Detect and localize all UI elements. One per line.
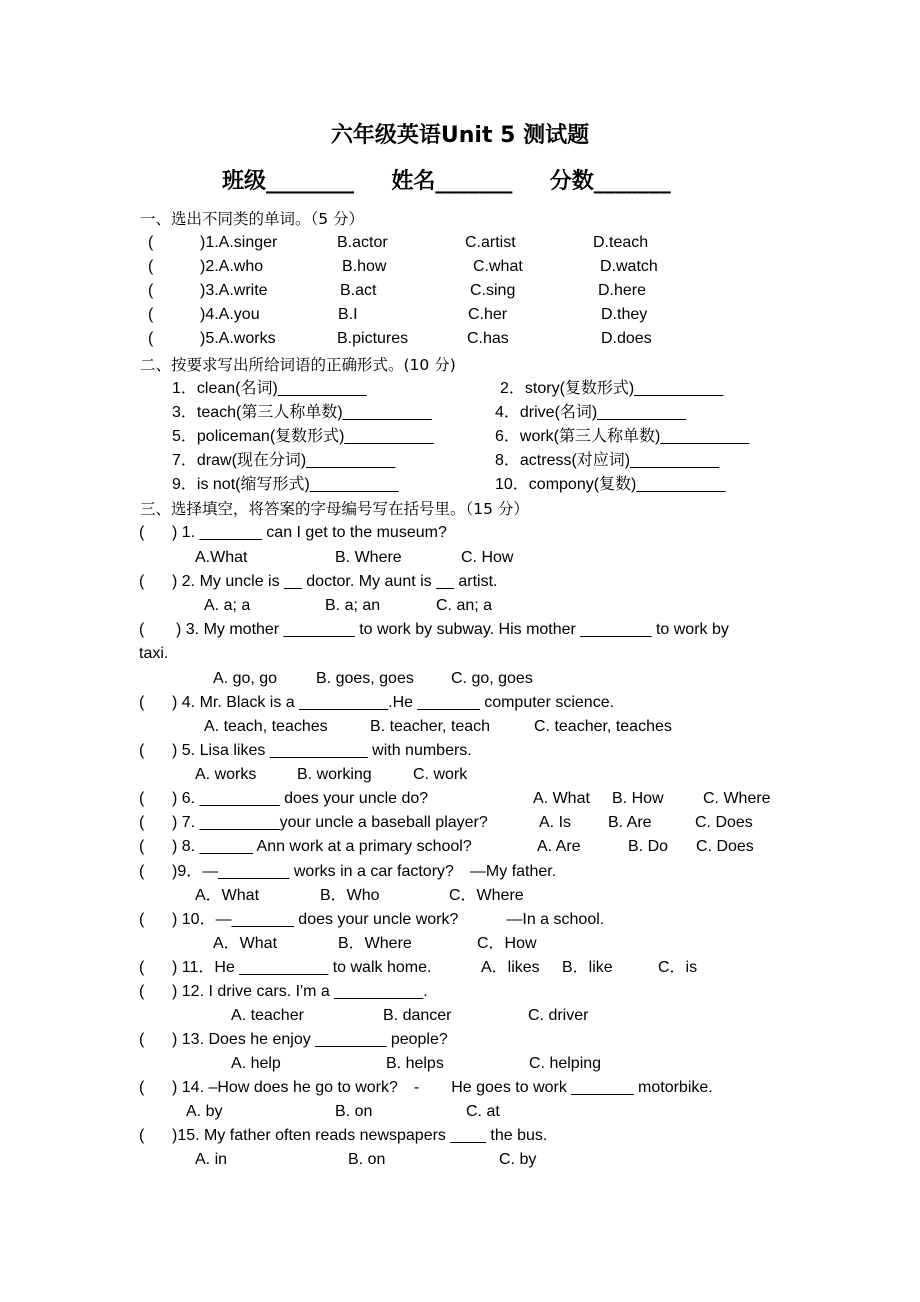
answer-paren[interactable]: ( bbox=[139, 573, 145, 590]
item-option-d: D.here bbox=[598, 282, 647, 299]
name-field[interactable]: 姓名_______ bbox=[391, 169, 513, 194]
answer-paren[interactable]: ( bbox=[139, 911, 145, 928]
option[interactable]: C. Does bbox=[695, 814, 753, 831]
item-option-d: D.teach bbox=[593, 234, 649, 251]
item-option-a: )2.A.who bbox=[200, 258, 264, 275]
option[interactable]: C. Where bbox=[703, 790, 771, 807]
option[interactable]: C. by bbox=[499, 1151, 537, 1168]
option[interactable]: A.What bbox=[195, 549, 248, 566]
word-form-item[interactable]: 5．policeman(复数形式)__________ bbox=[172, 428, 434, 445]
question-text: ) 13. Does he enjoy ________ people? bbox=[172, 1031, 448, 1048]
answer-paren[interactable]: ( bbox=[139, 1031, 145, 1048]
option[interactable]: B．Where bbox=[338, 935, 412, 952]
item-option-b: B.actor bbox=[337, 234, 388, 251]
answer-paren[interactable]: ( bbox=[139, 1127, 145, 1144]
question-text: )9．—________ works in a car factory? —My father. bbox=[172, 863, 557, 880]
answer-paren[interactable]: ( bbox=[139, 959, 145, 976]
option[interactable]: B. on bbox=[335, 1103, 373, 1120]
option[interactable]: A. teacher bbox=[231, 1007, 304, 1024]
word-form-item[interactable]: 8．actress(对应词)__________ bbox=[495, 452, 720, 469]
answer-paren[interactable]: ( bbox=[139, 694, 145, 711]
option[interactable]: C. Does bbox=[696, 838, 754, 855]
option[interactable]: C. How bbox=[461, 549, 514, 566]
question-text: ) 10．—_______ does your uncle work? —In a school. bbox=[172, 911, 605, 928]
question-text: ) 3. My mother ________ to work by subway. His mother ________ to work by bbox=[176, 621, 729, 638]
word-form-item[interactable]: 6．work(第三人称单数)__________ bbox=[495, 428, 750, 445]
answer-paren[interactable]: ( bbox=[148, 258, 154, 275]
item-option-a: )1.A.singer bbox=[200, 234, 278, 251]
answer-paren[interactable]: ( bbox=[148, 234, 154, 251]
word-form-item[interactable]: 9．is not(缩写形式)__________ bbox=[172, 476, 399, 493]
option[interactable]: C. an; a bbox=[436, 597, 493, 614]
option[interactable]: B. How bbox=[612, 790, 664, 807]
item-option-d: D.they bbox=[601, 306, 648, 323]
option[interactable]: B. on bbox=[348, 1151, 386, 1168]
option[interactable]: B. teacher, teach bbox=[370, 718, 491, 735]
item-option-b: B.pictures bbox=[337, 330, 409, 347]
item-option-a: )4.A.you bbox=[200, 306, 260, 323]
option[interactable]: A．What bbox=[195, 887, 260, 904]
question-text: ) 4. Mr. Black is a __________.He _______ computer science. bbox=[172, 694, 615, 711]
option[interactable]: A. help bbox=[231, 1055, 281, 1072]
answer-paren[interactable]: ( bbox=[148, 306, 154, 323]
page-title: 六年级英语Unit 5 测试题 bbox=[330, 123, 590, 148]
item-option-d: D.watch bbox=[600, 258, 658, 275]
question-text: ) 14. –How does he go to work? - He goes to work _______ motorbike. bbox=[172, 1079, 713, 1096]
section3-heading: 三、选择填空，将答案的字母编号写在括号里。（15 分） bbox=[140, 500, 529, 518]
item-option-c: C.what bbox=[473, 258, 523, 275]
question-text: ) 2. My uncle is __ doctor. My aunt is __ artist. bbox=[172, 573, 498, 590]
option[interactable]: A．likes bbox=[481, 959, 540, 976]
question-text-cont: taxi. bbox=[139, 645, 169, 662]
section1-heading: 一、选出不同类的单词。（5 分） bbox=[140, 210, 365, 228]
item-option-b: B.act bbox=[340, 282, 377, 299]
item-option-c: C.artist bbox=[465, 234, 516, 251]
question-text: ) 7. _________your uncle a baseball player? bbox=[172, 814, 488, 831]
option[interactable]: A. Is bbox=[539, 814, 572, 831]
answer-paren[interactable]: ( bbox=[139, 814, 145, 831]
option[interactable]: C. go, goes bbox=[451, 670, 533, 687]
word-form-item[interactable]: 10．compony(复数)__________ bbox=[495, 476, 726, 493]
word-form-item[interactable]: 7．draw(现在分词)__________ bbox=[172, 452, 396, 469]
option[interactable]: C. driver bbox=[528, 1007, 589, 1024]
answer-paren[interactable]: ( bbox=[139, 621, 145, 638]
answer-paren[interactable]: ( bbox=[139, 524, 145, 541]
answer-paren[interactable]: ( bbox=[148, 330, 154, 347]
item-option-c: C.her bbox=[468, 306, 508, 323]
word-form-item[interactable]: 2．story(复数形式)__________ bbox=[500, 380, 724, 397]
option[interactable]: A. What bbox=[533, 790, 590, 807]
item-option-c: C.sing bbox=[470, 282, 516, 299]
question-text: ) 1. _______ can I get to the museum? bbox=[172, 524, 447, 541]
option[interactable]: A．What bbox=[213, 935, 278, 952]
item-option-b: B.I bbox=[338, 306, 358, 323]
question-text: ) 5. Lisa likes ___________ with numbers. bbox=[172, 742, 472, 759]
option[interactable]: A. a; a bbox=[204, 597, 251, 614]
item-option-d: D.does bbox=[601, 330, 652, 347]
answer-paren[interactable]: ( bbox=[139, 838, 145, 855]
option[interactable]: A. Are bbox=[537, 838, 581, 855]
option[interactable]: B. working bbox=[297, 766, 372, 783]
answer-paren[interactable]: ( bbox=[139, 983, 145, 1000]
question-text: ) 8. ______ Ann work at a primary school? bbox=[172, 838, 472, 855]
option[interactable]: B. Do bbox=[628, 838, 669, 855]
option[interactable]: B．like bbox=[562, 959, 613, 976]
option[interactable]: B. a; an bbox=[325, 597, 381, 614]
student-info-line bbox=[222, 164, 671, 195]
answer-paren[interactable]: ( bbox=[139, 863, 145, 880]
option[interactable]: B. Where bbox=[335, 549, 402, 566]
option[interactable]: C．How bbox=[477, 935, 537, 952]
option[interactable]: A. works bbox=[195, 766, 257, 783]
option[interactable]: C. at bbox=[466, 1103, 500, 1120]
question-text: ) 6. _________ does your uncle do? bbox=[172, 790, 429, 807]
option[interactable]: C. teacher, teaches bbox=[534, 718, 672, 735]
option[interactable]: C. work bbox=[413, 766, 468, 783]
answer-paren[interactable]: ( bbox=[148, 282, 154, 299]
option[interactable]: B. helps bbox=[386, 1055, 444, 1072]
word-form-item[interactable]: 3．teach(第三人称单数)__________ bbox=[172, 404, 432, 421]
item-option-c: C.has bbox=[467, 330, 509, 347]
question-text: ) 11．He __________ to walk home. bbox=[172, 959, 432, 976]
option[interactable]: B. goes, goes bbox=[316, 670, 414, 687]
question-text: )15. My father often reads newspapers ____ the bus. bbox=[172, 1127, 548, 1144]
option[interactable]: B. dancer bbox=[383, 1007, 452, 1024]
word-form-item[interactable]: 1．clean(名词)__________ bbox=[172, 380, 367, 397]
item-option-b: B.how bbox=[342, 258, 387, 275]
option[interactable]: C．Where bbox=[449, 887, 524, 904]
item-option-a: )3.A.write bbox=[200, 282, 268, 299]
score-field[interactable]: 分数_______ bbox=[549, 169, 671, 194]
option[interactable]: A. by bbox=[186, 1103, 223, 1120]
class-field[interactable]: 班级________ bbox=[222, 169, 355, 194]
answer-paren[interactable]: ( bbox=[139, 742, 145, 759]
answer-paren[interactable]: ( bbox=[139, 790, 145, 807]
section2-heading: 二、按要求写出所给词语的正确形式。(10 分) bbox=[140, 356, 456, 374]
option[interactable]: A. in bbox=[195, 1151, 228, 1168]
option[interactable]: C. helping bbox=[529, 1055, 602, 1072]
option[interactable]: B. Are bbox=[608, 814, 652, 831]
option[interactable]: C．is bbox=[658, 959, 698, 976]
question-text: ) 12. I drive cars. I'm a __________. bbox=[172, 983, 428, 1000]
option[interactable]: A. go, go bbox=[213, 670, 278, 687]
answer-paren[interactable]: ( bbox=[139, 1079, 145, 1096]
option[interactable]: A. teach, teaches bbox=[204, 718, 328, 735]
word-form-item[interactable]: 4．drive(名词)__________ bbox=[495, 404, 687, 421]
option[interactable]: B．Who bbox=[320, 887, 380, 904]
item-option-a: )5.A.works bbox=[200, 330, 276, 347]
